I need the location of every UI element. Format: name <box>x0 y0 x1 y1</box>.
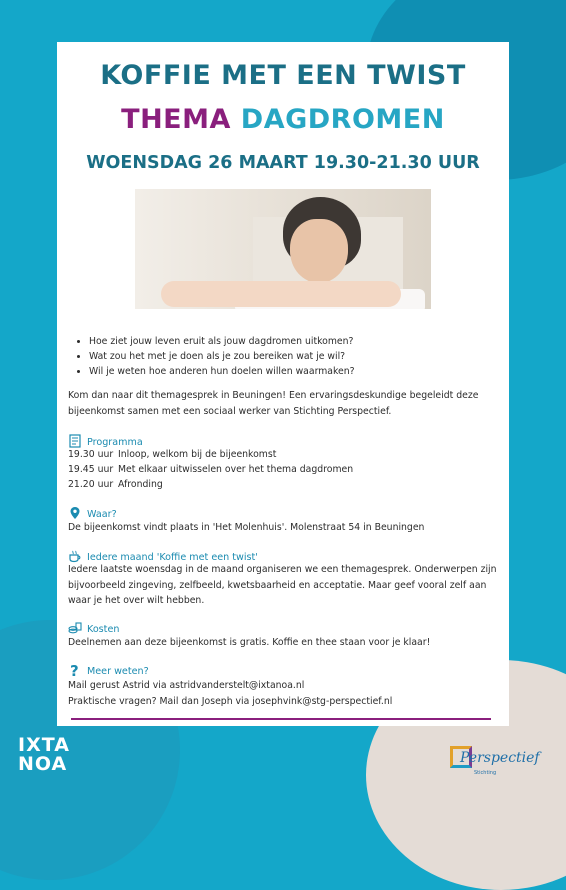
program-time: 19.45 uur <box>68 464 114 475</box>
waar-label: Waar? <box>87 509 117 520</box>
contact-line-astrid: Mail gerust Astrid via astridvanderstelt@ixtanoa.nl <box>68 680 305 691</box>
photo-arms <box>161 281 401 307</box>
title-dagdromen: DAGDROMEN <box>240 104 445 135</box>
question-mark-icon <box>68 663 82 677</box>
flyer-card <box>57 42 509 726</box>
event-date: WOENSDAG 26 MAART 19.30-21.30 UUR <box>86 153 480 173</box>
title-line-2 <box>57 104 509 135</box>
program-time: 21.20 uur <box>68 479 114 490</box>
title-thema: THEMA <box>121 104 231 135</box>
maand-label: Iedere maand 'Koffie met een twist' <box>87 552 258 563</box>
program-row <box>68 448 276 462</box>
program-row <box>68 463 353 477</box>
kosten-heading <box>68 619 119 635</box>
divider-line <box>71 718 491 720</box>
list-item: • Wat zou het met je doen als je zou bereiken wat je wil? <box>89 349 509 364</box>
contact-line-joseph: Praktische vragen? Mail dan Joseph via josephvink@stg-perspectief.nl <box>68 696 393 707</box>
kosten-label: Kosten <box>87 624 120 635</box>
perspectief-wordmark: Perspectief <box>460 750 540 766</box>
program-time: 19.30 uur <box>68 449 114 460</box>
photo-face <box>290 219 348 283</box>
maand-text: Iedere laatste woensdag in de maand organiseren we een themagesprek. Onderwerpen zijn bijvoorbeeld zingeving, zelfbeeld, kwetsbaarheid en acceptatie. Maar geef vooral zelf aan waar je het over wilt hebben. <box>68 564 497 606</box>
title-line-1: KOFFIE MET EEN TWIST <box>100 60 466 91</box>
programma-heading <box>68 432 143 448</box>
waar-text: De bijeenkomst vindt plaats in 'Het Molenhuis'. Molenstraat 54 in Beuningen <box>68 522 425 533</box>
ixtanoa-logo <box>18 736 98 774</box>
logo-text-line-1: IXTA <box>18 734 70 756</box>
perspectief-subtext: Stichting <box>474 770 497 776</box>
list-item: • Hoe ziet jouw leven eruit als jouw dagdromen uitkomen? <box>89 334 509 349</box>
maand-heading <box>68 547 258 563</box>
woman-daydreaming-photo <box>135 189 431 309</box>
document-icon <box>68 434 82 448</box>
program-text: Inloop, welkom bij de bijeenkomst <box>118 449 277 460</box>
question-list <box>75 334 509 379</box>
kosten-text: Deelnemen aan deze bijeenkomst is gratis. Koffie en thee staan voor je klaar! <box>68 637 431 648</box>
program-text: Met elkaar uitwisselen over het thema dagdromen <box>118 464 354 475</box>
intro-paragraph: Kom dan naar dit themagesprek in Beuningen! Een ervaringsdeskundige begeleidt deze bijeenkomst samen met een sociaal werker van Stichting Perspectief. <box>68 390 479 417</box>
programma-label: Programma <box>87 437 143 448</box>
meer-label: Meer weten? <box>87 666 149 677</box>
logo-text-line-2: NOA <box>18 753 68 775</box>
program-text: Afronding <box>118 479 163 490</box>
meer-heading <box>68 661 149 677</box>
svg-text:?: ? <box>70 663 79 677</box>
perspectief-logo <box>444 742 554 782</box>
coins-icon <box>68 621 82 635</box>
waar-heading <box>68 504 117 520</box>
coffee-cup-icon <box>68 549 82 563</box>
location-pin-icon <box>68 506 82 520</box>
list-item: • Wil je weten hoe anderen hun doelen willen waarmaken? <box>89 364 509 379</box>
program-row <box>68 478 163 492</box>
